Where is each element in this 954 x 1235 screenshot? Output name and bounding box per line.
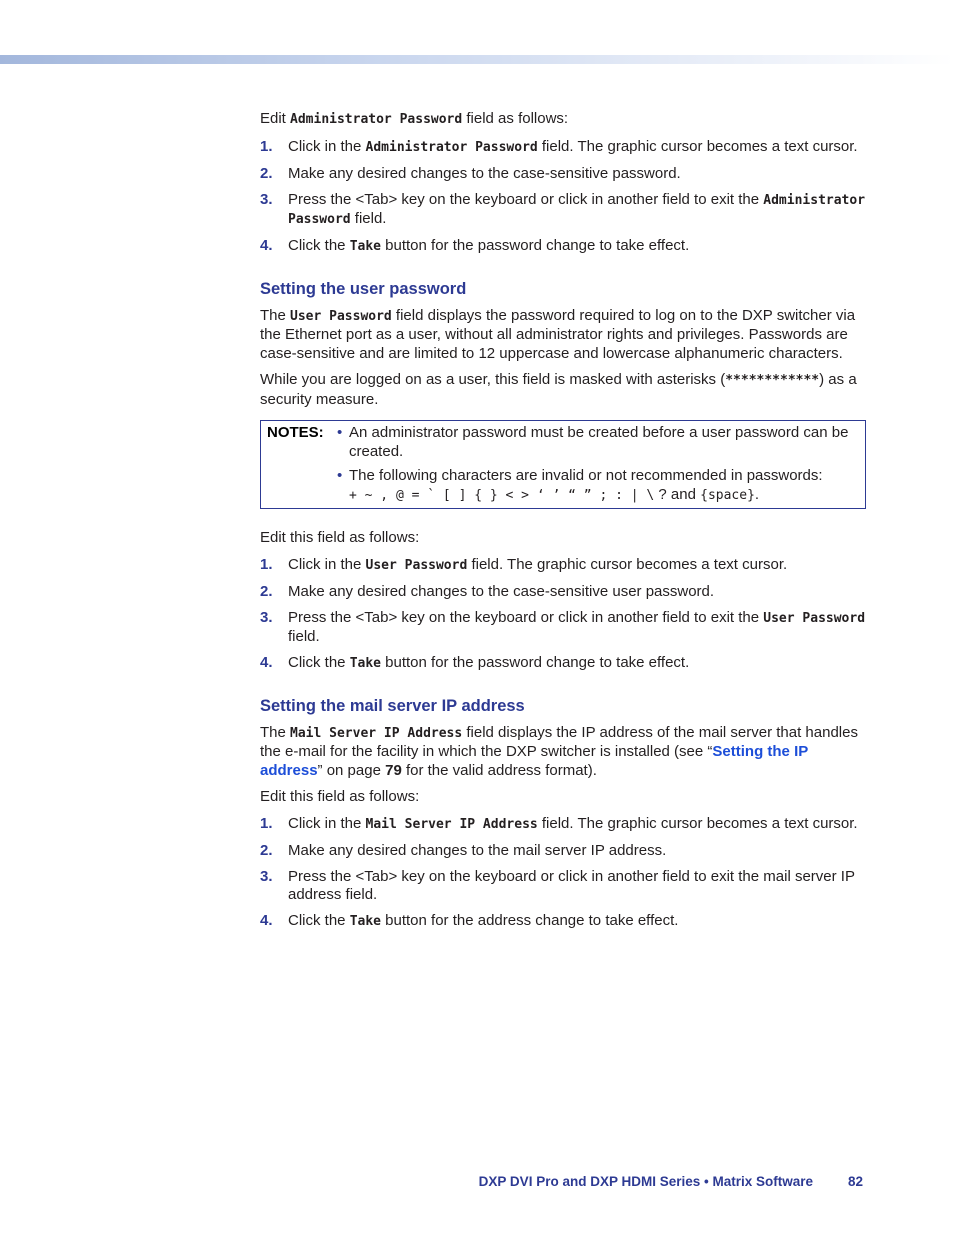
code-admin-password: Administrator Password: [290, 112, 463, 127]
user-password-description: The User Password field displays the password required to log on to the DXP switcher via the Ethernet port as a user, without all administrator rights and privileges. Passwords are case-sensitive and are limited to 12 uppercase and lowercase alphanumeric characters.: [260, 306, 856, 362]
list-item: 3. Press the <Tab> key on the keyboard or click in another field to exit the User Password field.: [260, 608, 866, 645]
list-item: 2. Make any desired changes to the case-sensitive user password.: [260, 582, 715, 600]
admin-steps-list: [260, 138, 866, 257]
heading-mail-server: Setting the mail server IP address: [260, 696, 525, 715]
list-item: 4. Click the Take button for the password change to take effect.: [260, 654, 690, 671]
page-reference: 79: [385, 761, 402, 779]
note-item: • An administrator password must be created before a user password can be created.: [337, 424, 849, 460]
header-bar: [0, 55, 954, 64]
user-password-mask-note: While you are logged on as a user, this field is masked with asterisks (************) as a security measure.: [260, 371, 857, 408]
list-item: 3. Press the <Tab> key on the keyboard or click in another field to exit the Administrator Password field.: [260, 190, 866, 227]
list-item: 1. Click in the Mail Server IP Address field. The graphic cursor becomes a text cursor.: [260, 814, 858, 832]
notes-body: [337, 424, 857, 505]
list-item: 4. Click the Take button for the address change to take effect.: [260, 912, 679, 929]
list-item: 1. Click in the Administrator Password field. The graphic cursor becomes a text cursor.: [260, 137, 858, 155]
user-edit-intro: Edit this field as follows:: [260, 529, 420, 546]
list-item: 4. Click the Take button for the password change to take effect.: [260, 237, 690, 254]
invalid-characters: + ~ , @ = ` [ ] { } < > ‘ ’ “ ” ; : | \: [349, 487, 655, 503]
mail-server-description: The Mail Server IP Address field displays the IP address of the mail server that handles the e-mail for the facility in which the DXP switcher is installed (see “Setting the IP address” on page 79 for the valid address format).: [260, 723, 858, 779]
list-item: 3. Press the <Tab> key on the keyboard or click in another field to exit the mail server IP address field.: [260, 867, 855, 903]
bullet-icon: •: [337, 424, 343, 441]
mail-steps-list: [260, 815, 866, 932]
list-item: 1. Click in the User Password field. The graphic cursor becomes a text cursor.: [260, 555, 788, 573]
list-item: 2. Make any desired changes to the mail server IP address.: [260, 841, 667, 859]
mail-edit-intro: Edit this field as follows:: [260, 788, 420, 805]
notes-box: [260, 420, 866, 509]
notes-label: NOTES:: [267, 424, 324, 441]
footer-title: DXP DVI Pro and DXP HDMI Series • Matrix Software: [478, 1174, 813, 1189]
bullet-icon: •: [337, 467, 343, 484]
user-steps-list: [260, 556, 866, 674]
link-setting-ip-address[interactable]: Setting the IP address: [260, 743, 808, 779]
page-footer: [400, 1173, 863, 1193]
list-item: 2. Make any desired changes to the case-sensitive password.: [260, 164, 681, 182]
admin-intro: Edit Administrator Password field as follows:: [260, 110, 569, 127]
heading-user-password: Setting the user password: [260, 279, 467, 298]
note-item: • The following characters are invalid or not recommended in passwords: + ~ , @ = ` [ ] { } < > ‘ ’ “ ” ; : | \ ? and {space}.: [337, 467, 823, 503]
page-content: [260, 110, 866, 940]
page-number: 82: [847, 1174, 863, 1189]
